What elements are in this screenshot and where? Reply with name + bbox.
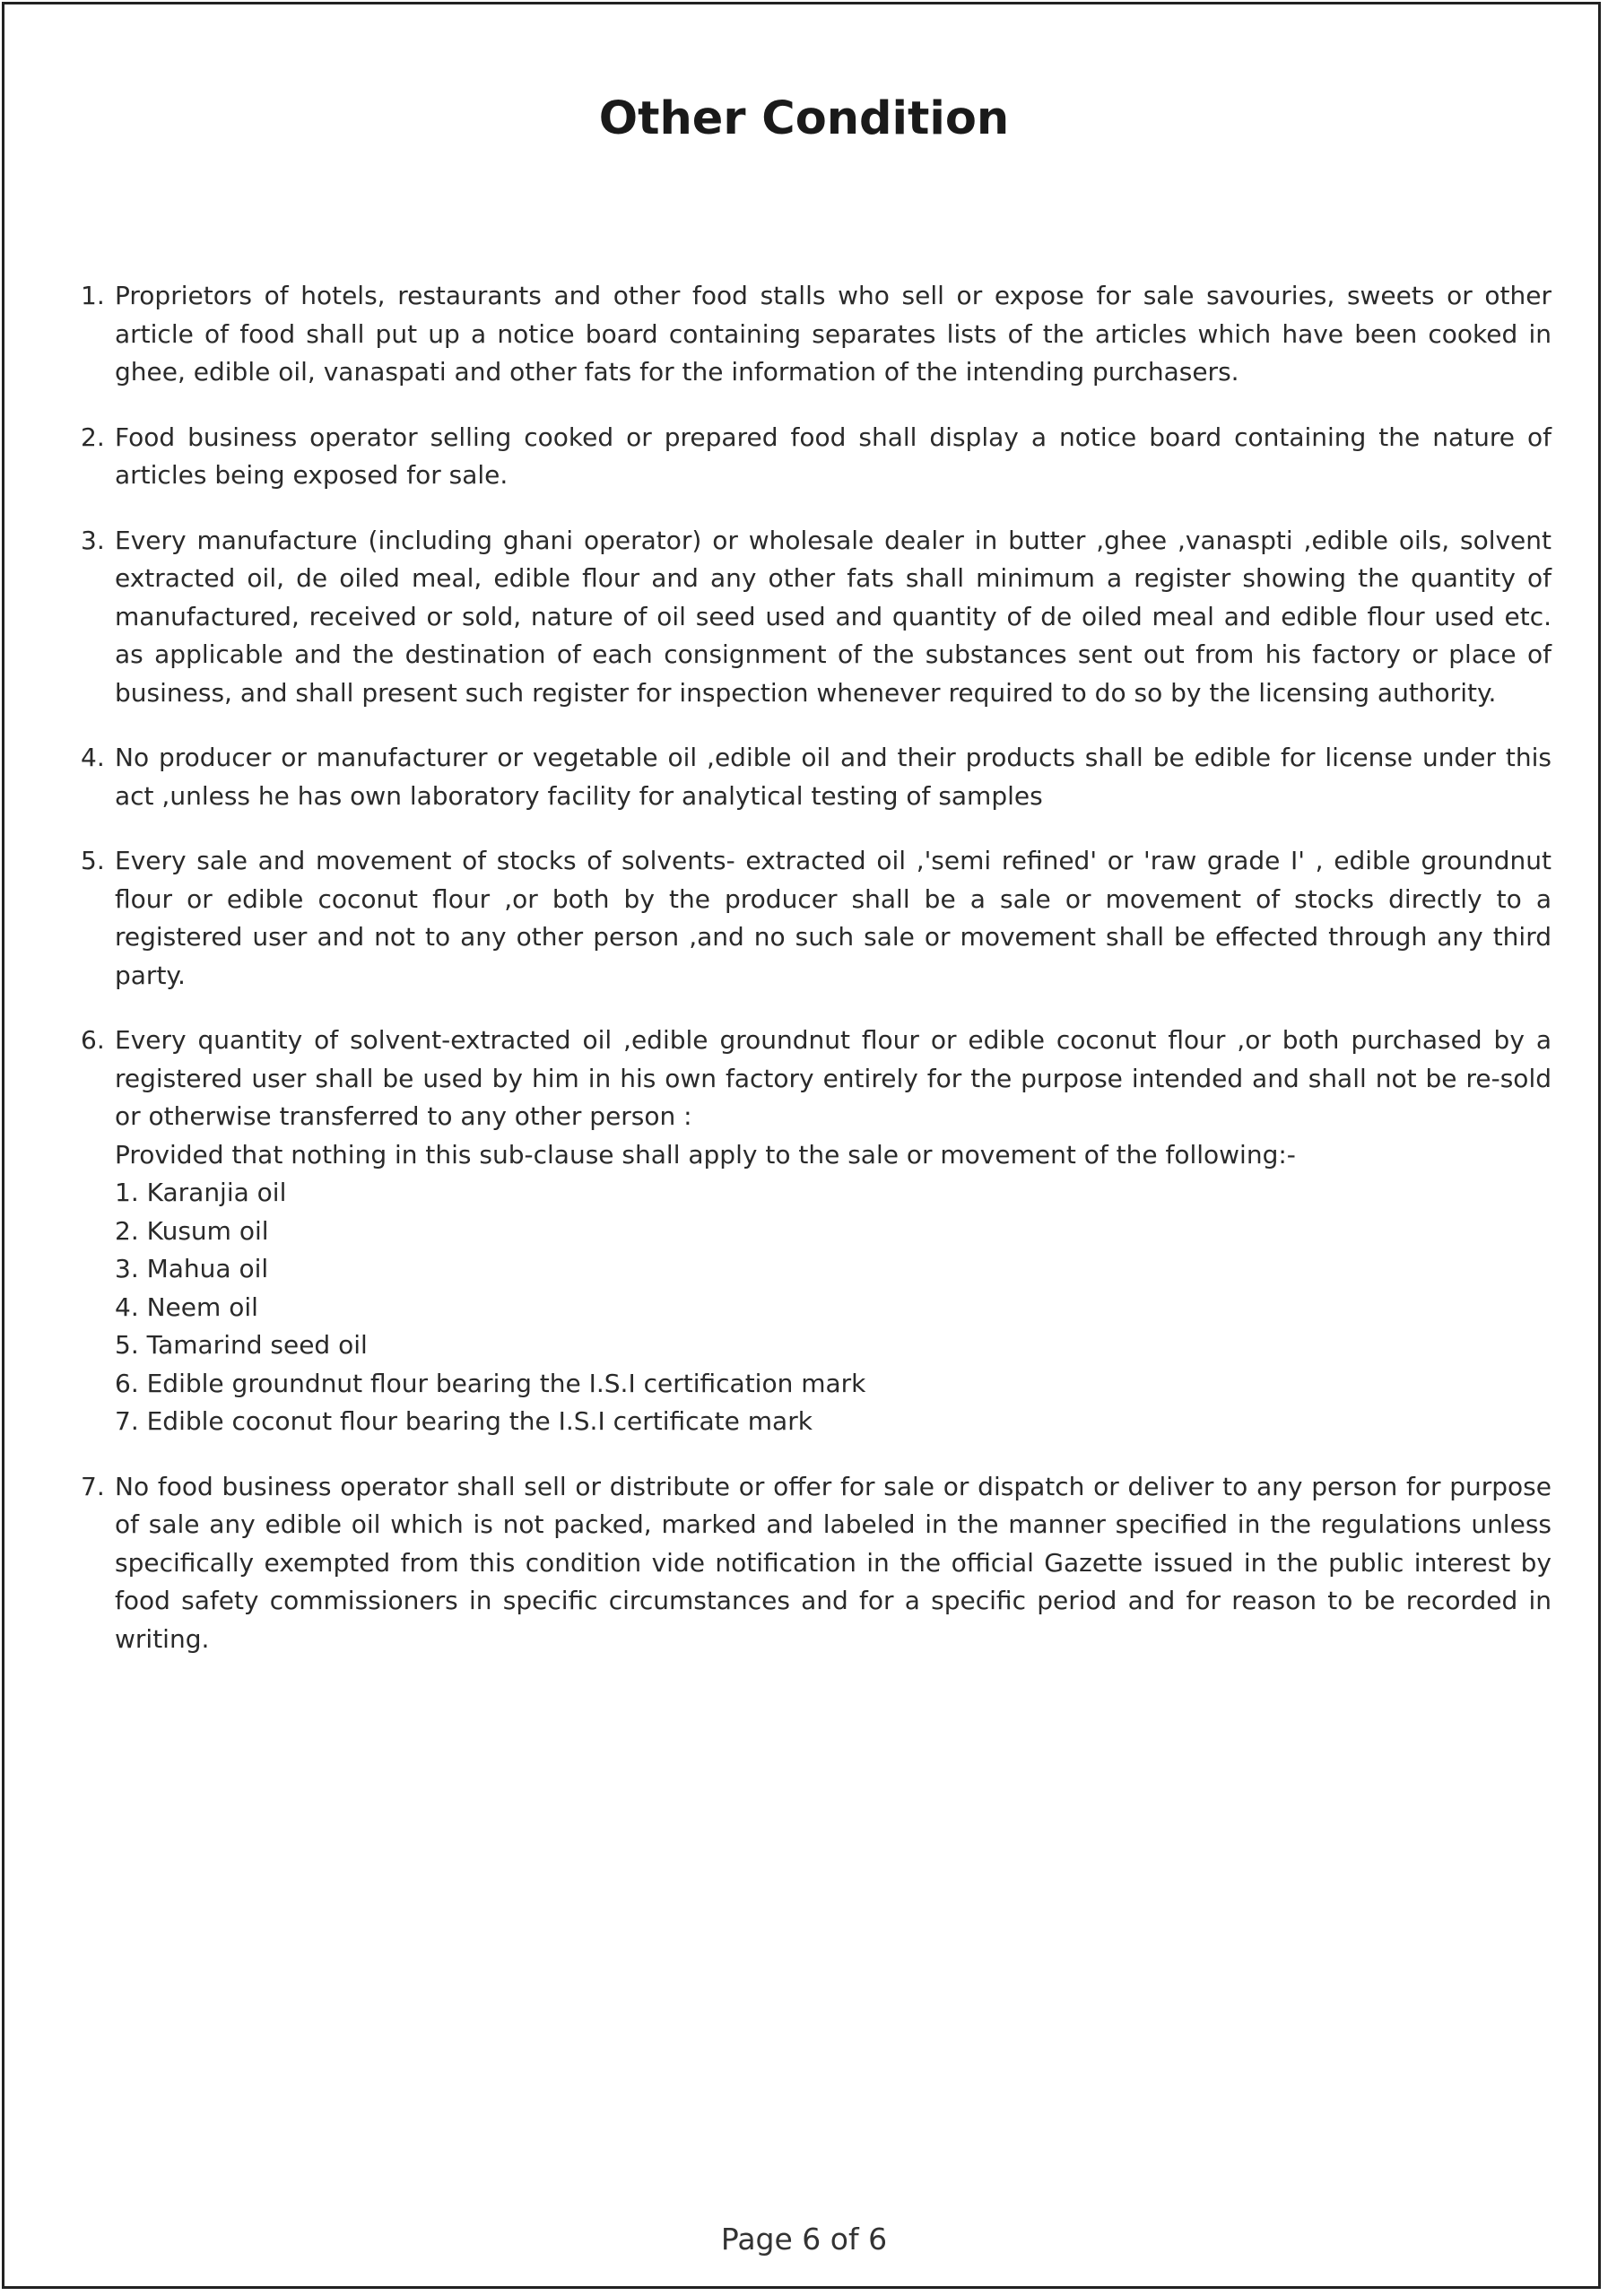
- condition-number: 2.: [81, 422, 105, 452]
- condition-number: 1.: [81, 281, 105, 310]
- exempt-item: 5. Tamarind seed oil: [115, 1330, 368, 1360]
- condition-item: [81, 419, 1552, 495]
- condition-item: [81, 1022, 1552, 1441]
- condition-number: 4.: [81, 743, 105, 772]
- exempt-items-list: [115, 1174, 1552, 1441]
- condition-item: [81, 522, 1552, 713]
- condition-text: Food business operator selling cooked or prepared food shall display a notice board containing the nature of articles being exposed for sale.: [115, 422, 1552, 490]
- condition-text: Proprietors of hotels, restaurants and other food stalls who sell or expose for sale savouries, sweets or other article of food shall put up a notice board containing separates lists of the articles which have been cooked in ghee, edible oil, vanaspati and other fats for the information of the intending purchasers.: [115, 281, 1552, 387]
- condition-text: Every sale and movement of stocks of solvents- extracted oil ,'semi refined' or 'raw grade I' , edible groundnut flour or edible coconut flour ,or both by the producer shall be a sale or movement of stocks directly to a registered user and not to any other person ,and no such sale or movement shall be effected through any third party.: [115, 846, 1552, 990]
- condition-number: 6.: [81, 1025, 105, 1055]
- condition-text: Every manufacture (including ghani operator) or wholesale dealer in butter ,ghee ,vanaspti ,edible oils, solvent extracted oil, de oiled meal, edible flour and any other fats shall minimum a register showing the quantity of manufactured, received or sold, nature of oil seed used and quantity of de oiled meal and edible flour used etc. as applicable and the destination of each consignment of the substances sent out from his factory or place of business, and shall present such register for inspection whenever required to do so by the licensing authority.: [115, 525, 1552, 708]
- condition-text: No producer or manufacturer or vegetable oil ,edible oil and their products shall be edible for license under this act ,unless he has own laboratory facility for analytical testing of samples: [115, 743, 1552, 811]
- condition-proviso: Provided that nothing in this sub-clause shall apply to the sale or movement of the following:-: [115, 1139, 1296, 1170]
- exempt-item: 1. Karanjia oil: [115, 1178, 287, 1207]
- condition-number: 5.: [81, 846, 105, 875]
- exempt-item: 7. Edible coconut flour bearing the I.S.I certificate mark: [115, 1406, 813, 1436]
- condition-text: No food business operator shall sell or distribute or offer for sale or dispatch or deliver to any person for purpose of sale any edible oil which is not packed, marked and labeled in the manner specified in the regulations unless specifically exempted from this condition vide notification in the official Gazette issued in the public interest by food safety commissioners in specific circumstances and for a specific period and for reason to be recorded in writing.: [115, 1471, 1552, 1654]
- condition-item: [81, 739, 1552, 815]
- condition-number: 7.: [81, 1471, 105, 1501]
- condition-item: [81, 842, 1552, 995]
- exempt-item: 2. Kusum oil: [115, 1215, 269, 1246]
- exempt-item: 3. Mahua oil: [115, 1254, 269, 1283]
- condition-item: [81, 277, 1552, 392]
- condition-item: [81, 1468, 1552, 1659]
- page-title: Other Condition: [598, 92, 1010, 145]
- conditions-list: [81, 277, 1552, 1685]
- condition-number: 3.: [81, 525, 105, 555]
- exempt-item: 4. Neem oil: [115, 1292, 258, 1322]
- exempt-item: 6. Edible groundnut flour bearing the I.S.I certification mark: [115, 1368, 866, 1398]
- condition-text: Every quantity of solvent-extracted oil ,edible groundnut flour or edible coconut flour ,or both purchased by a registered user shall be used by him in his own factory entirely for the purpose intended and shall not be re-sold or otherwise transferred to any other person :: [115, 1025, 1552, 1131]
- page-number: Page 6 of 6: [720, 2222, 888, 2257]
